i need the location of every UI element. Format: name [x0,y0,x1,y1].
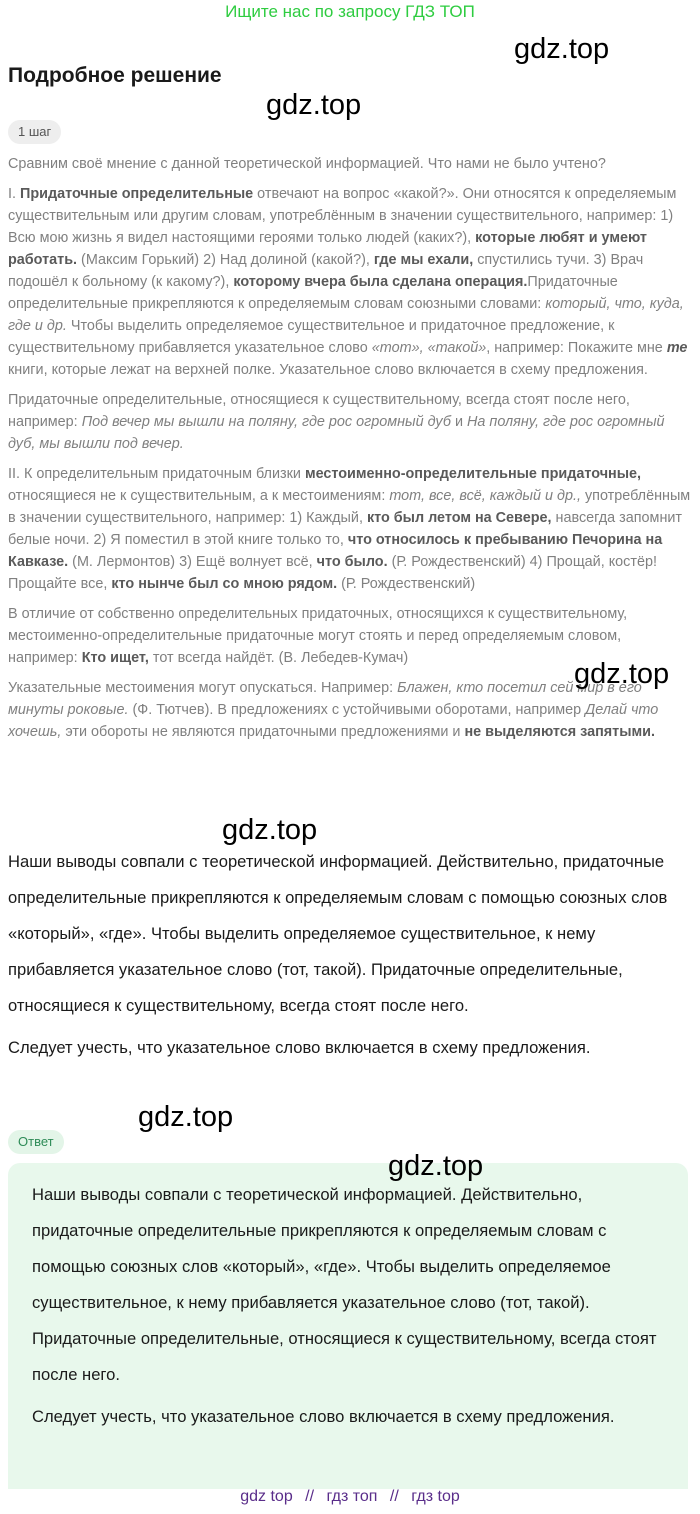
theory-emphasis: где мы ехали, [373,252,474,268]
theory-text: (Р. Рождественский) [337,576,476,592]
theory-paragraph [8,389,692,455]
answer-paragraph: Следует учесть, что указательное слово включается в схему предложения. [32,1407,615,1426]
theory-text: II. К определительным придаточным близки [8,466,305,482]
theory-emphasis: местоименно-определительные придаточные, [304,466,642,482]
answer-text [32,1177,662,1441]
footer-link-gdz-top-mixed[interactable]: гдз top [411,1488,460,1505]
theory-emphasis: кто был летом на Севере, [366,510,552,526]
watermark: gdz.top [266,89,362,121]
theory-emphasis: кто нынче был со мною рядом. [111,576,338,592]
theory-emphasis: Придаточные определительные [20,186,254,202]
step-badge: 1 шаг [8,120,61,144]
answer-box [8,1163,688,1489]
theory-text: , например: Покажите мне [486,340,667,356]
theory-text: (Максим Горький) 2) Над долиной (какой?), [77,252,374,268]
theory-emphasis: те [666,340,688,356]
theory-text: Сравним своё мнение с данной теоретической информацией. Что нами не было учтено? [8,156,606,172]
theory-paragraph [8,183,692,381]
theory-emphasis: что было. [316,554,388,570]
theory-text: книги, которые лежат на верхней полке. Указательное слово включается в схему предложения. [8,362,648,378]
theory-text: Чтобы выделить определяемое существительное и придаточное предложение, к существительному прибавляется указательное слово [8,318,615,356]
theory-paragraph [8,153,692,175]
theory-text: I. [8,186,20,202]
conclusion-paragraph: Следует учесть, что указательное слово включается в схему предложения. [8,1038,591,1057]
theory-text: Придаточные определительные прикрепляются к определяемым словам союзными словами: [8,274,618,312]
theory-text: (Ф. Тютчев). В предложениях с устойчивыми оборотами, например [128,702,586,718]
theory-text: Указательные местоимения могут опускаться. Например: [8,680,398,696]
theory-text: навсегда запомнит белые ночи. 2) Я поместил в этой книге только то, [8,510,683,548]
answer-badge: Ответ [8,1130,64,1154]
search-hint-banner: Ищите нас по запросу ГДЗ ТОП [225,2,475,21]
watermark: gdz.top [574,658,670,690]
theory-text: Придаточные определительные, относящиеся к существительному, всегда стоят после него, например: [8,392,630,430]
theory-emphasis: тот, все, всё, каждый и др., [389,488,581,504]
theory-text: (М. Лермонтов) 3) Ещё волнует всё, [68,554,317,570]
theory-emphasis: Делай что хочешь, [8,702,659,740]
theory-emphasis: не выделяются запятыми. [464,724,656,740]
theory-emphasis: которому вчера была сделана операция. [233,274,528,290]
watermark: gdz.top [222,814,318,846]
footer-link-gdz-top[interactable]: gdz top [240,1488,293,1505]
watermark: gdz.top [138,1101,234,1133]
theory-paragraph [8,463,692,595]
theory-emphasis: Кто ищет, [81,650,149,666]
theory-text: тот всегда найдёт. (В. Лебедев-Кумач) [148,650,409,666]
footer-separator: // [389,1488,399,1505]
theory-emphasis: На поляну, где рос огромный дуб, мы вышли под вечер. [8,414,665,452]
footer-link-gdz-top-ru[interactable]: гдз топ [326,1488,378,1505]
theory-emphasis: которые любят и умеют работать. [8,230,647,268]
theory-emphasis: который, что, куда, где и др. [8,296,684,334]
theory-emphasis: «тот», «такой» [371,340,487,356]
theory-text: отвечают на вопрос «какой?». Они относятся к определяемым существительным или другим словам, употреблённым в значении существительного, например: 1) Всю мою жизнь я видел настоящими героями только людей (каких?), [8,186,677,246]
page-title: Подробное решение [8,64,222,87]
footer-separator: // [305,1488,315,1505]
theory-text: (Р. Рождественский) 4) Прощай, костёр! Прощайте все, [8,554,657,592]
theory-text: употреблённым в значении существительного, например: 1) Каждый, [8,488,691,526]
watermark: gdz.top [514,33,610,65]
theory-text: эти обороты не являются придаточными предложениями и [61,724,465,740]
watermark: gdz.top [388,1150,484,1182]
theory-text: спустились тучи. 3) Врач подошёл к больному (к какому?), [8,252,644,290]
theory-text: относящиеся не к существительным, а к местоимениям: [8,488,390,504]
conclusion-paragraph: Наши выводы совпали с теоретической информацией. Действительно, придаточные определительные прикрепляются к определяемым словам с помощью союзных слов «который», «где». Чтобы выделить определяемое существительное, к нему прибавляется указательное слово (тот, такой). Придаточные определительные, относящиеся к существительному, всегда стоят после него. [8,852,668,1015]
conclusion-section [8,844,688,1072]
theory-emphasis: Блажен, кто посетил сей мир в его минуты роковые. [8,680,642,718]
theory-emphasis: что относилось к пребыванию Печорина на Кавказе. [8,532,663,570]
theory-text: и [450,414,468,430]
theory-text: В отличие от собственно определительных придаточных, относящихся к существительному, местоименно-определительные придаточные могут стоять и перед определяемым словом, например: [8,606,628,666]
theory-emphasis: Под вечер мы вышли на поляну, где рос огромный дуб [81,414,451,430]
answer-paragraph: Наши выводы совпали с теоретической информацией. Действительно, придаточные определительные прикрепляются к определяемым словам с помощью союзных слов «который», «где». Чтобы выделить определяемое существительное, к нему прибавляется указательное слово (тот, такой). Придаточные определительные, относящиеся к существительному, всегда стоят после него. [32,1185,657,1384]
footer-links [0,1488,700,1506]
